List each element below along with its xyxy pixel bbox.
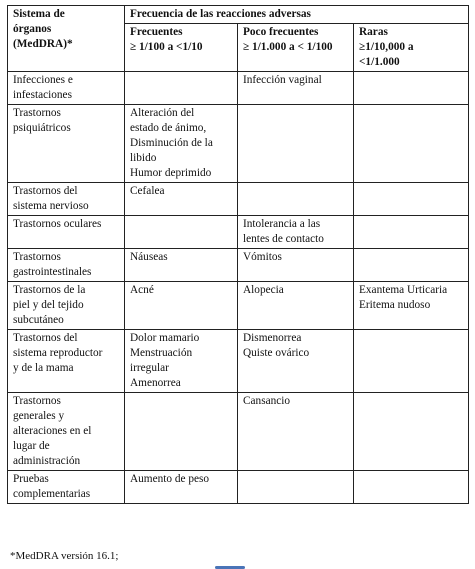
system-cell: Trastornos oculares <box>8 216 125 249</box>
frequent-cell: Dolor mamario Menstruación irregular Amenorrea <box>125 330 238 393</box>
adverse-reactions-table <box>7 5 469 504</box>
frequent-cell <box>125 216 238 249</box>
frequent-cell: Acné <box>125 282 238 330</box>
table-row <box>8 72 469 105</box>
rare-cell <box>354 105 469 183</box>
footnote: *MedDRA versión 16.1; <box>10 550 119 562</box>
header-frequent: Frecuentes ≥ 1/100 a <1/10 <box>125 24 238 72</box>
table-row <box>8 393 469 471</box>
uncommon-cell: Alopecia <box>238 282 354 330</box>
rare-cell: Exantema Urticaria Eritema nudoso <box>354 282 469 330</box>
system-cell: Trastornos generales y alteraciones en el lugar de administración <box>8 393 125 471</box>
table-row <box>8 105 469 183</box>
rare-cell <box>354 471 469 504</box>
uncommon-cell <box>238 105 354 183</box>
uncommon-cell: Intolerancia a las lentes de contacto <box>238 216 354 249</box>
header-rare: Raras ≥1/10,000 a <1/1.000 <box>354 24 469 72</box>
system-cell: Trastornos del sistema nervioso <box>8 183 125 216</box>
header-system-organ-class: Sistema de órganos (MedDRA)* <box>8 6 125 72</box>
uncommon-cell <box>238 471 354 504</box>
table-row <box>8 471 469 504</box>
system-cell: Infecciones e infestaciones <box>8 72 125 105</box>
uncommon-cell <box>238 183 354 216</box>
rare-cell <box>354 183 469 216</box>
uncommon-cell: Cansancio <box>238 393 354 471</box>
rare-cell <box>354 72 469 105</box>
table-row <box>8 282 469 330</box>
uncommon-cell: Dismenorrea Quiste ovárico <box>238 330 354 393</box>
system-cell: Trastornos psiquiátricos <box>8 105 125 183</box>
system-cell: Trastornos de la piel y del tejido subcutáneo <box>8 282 125 330</box>
frequent-cell <box>125 393 238 471</box>
rare-cell <box>354 393 469 471</box>
table-row <box>8 216 469 249</box>
frequent-cell: Alteración del estado de ánimo, Disminución de la libido Humor deprimido <box>125 105 238 183</box>
system-cell: Trastornos del sistema reproductor y de la mama <box>8 330 125 393</box>
uncommon-cell: Infección vaginal <box>238 72 354 105</box>
system-cell: Trastornos gastrointestinales <box>8 249 125 282</box>
frequent-cell <box>125 72 238 105</box>
uncommon-cell: Vómitos <box>238 249 354 282</box>
rare-cell <box>354 249 469 282</box>
header-uncommon: Poco frecuentes ≥ 1/1.000 a < 1/100 <box>238 24 354 72</box>
table-row <box>8 249 469 282</box>
frequent-cell: Náuseas <box>125 249 238 282</box>
header-frequency-title: Frecuencia de las reacciones adversas <box>125 6 469 24</box>
table-row <box>8 330 469 393</box>
system-cell: Pruebas complementarias <box>8 471 125 504</box>
frequent-cell: Aumento de peso <box>125 471 238 504</box>
rare-cell <box>354 330 469 393</box>
frequent-cell: Cefalea <box>125 183 238 216</box>
rare-cell <box>354 216 469 249</box>
table-row <box>8 183 469 216</box>
